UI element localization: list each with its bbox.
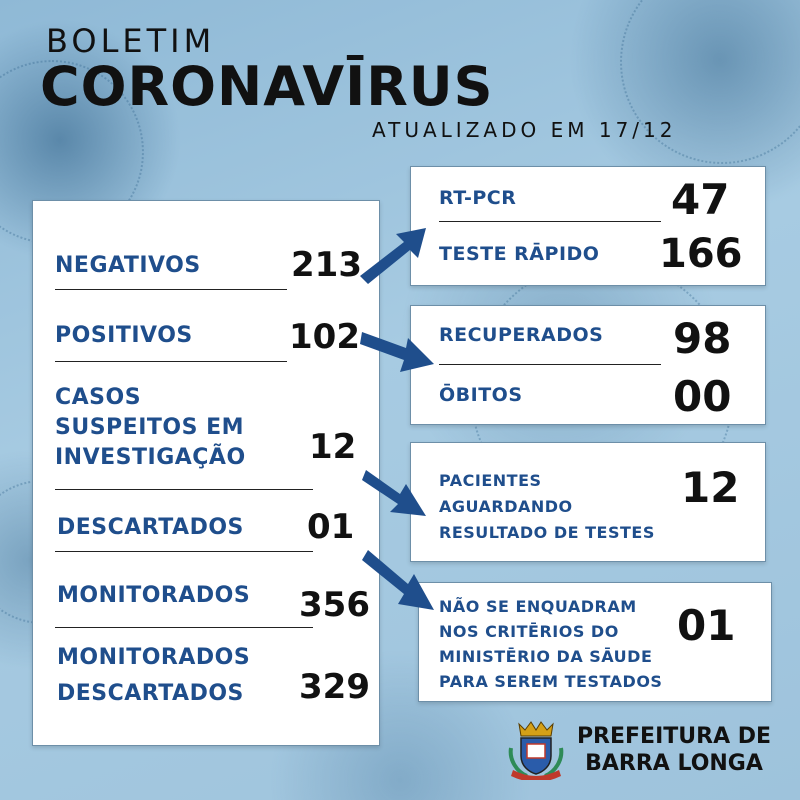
recuperados-label: RECUPERADOS [439,324,604,346]
monitorados-label: MONITORADOS [57,583,251,608]
not-eligible-card [418,582,772,702]
not-eligible-label-line1: NÃO SE ENQUADRAM [439,597,637,616]
prefeitura-line1: PREFEITURA DE [576,724,772,749]
suspeitos-label-line3: INVESTIGAÇÃO [55,445,246,470]
descartados-value: 01 [307,507,355,547]
divider [55,489,313,490]
positivos-value: 102 [289,317,360,357]
rt-pcr-value: 47 [671,175,730,224]
prefeitura-name [576,723,772,777]
negativos-value: 213 [291,245,362,285]
not-eligible-label-line2: NOS CRITĒRIOS DO [439,622,619,641]
awaiting-label-line1: PACIENTES [439,471,542,490]
awaiting-card [410,442,766,562]
obitos-value: 00 [673,372,732,421]
summary-card [32,200,380,746]
awaiting-label-line3: RESULTADO DE TESTES [439,523,655,542]
awaiting-label-line2: AGUARDANDO [439,497,573,516]
obitos-label: ŌBITOS [439,384,523,406]
arrow-icon [352,214,432,284]
awaiting-value: 12 [681,463,740,512]
suspeitos-label-line2: SUSPEITOS EM [55,415,245,440]
arrow-icon [358,320,438,380]
arrow-icon [358,544,438,614]
suspeitos-label-line1: CASOS [55,385,142,410]
monitorados-value: 356 [299,585,370,625]
header-title-small: BOLETIM [46,22,216,60]
descartados-label: DESCARTADOS [57,515,244,540]
coat-of-arms-icon [505,718,567,780]
monitorados-descartados-label-line1: MONITORADOS [57,645,251,670]
header-title: CORONAVĪRUS [40,55,494,118]
divider [55,289,287,290]
divider [439,221,661,222]
divider [55,551,313,552]
tests-card [410,166,766,286]
teste-rapido-value: 166 [659,231,743,277]
updated-date: ATUALIZADO EM 17/12 [372,118,677,142]
teste-rapido-label: TESTE RĀPIDO [439,243,600,265]
monitorados-descartados-value: 329 [299,667,370,707]
divider [55,627,313,628]
suspeitos-value: 12 [309,427,357,467]
monitorados-descartados-label-line2: DESCARTADOS [57,681,244,706]
arrow-icon [360,464,432,524]
positivos-label: POSITIVOS [55,323,193,348]
divider [55,361,287,362]
rt-pcr-label: RT-PCR [439,187,517,209]
divider [439,364,661,365]
not-eligible-label-line4: PARA SEREM TESTADOS [439,672,663,691]
recuperados-value: 98 [673,314,732,363]
prefeitura-line2: BARRA LONGA [585,751,763,776]
negativos-label: NEGATIVOS [55,253,201,278]
outcomes-card [410,305,766,425]
not-eligible-label-line3: MINISTĒRIO DA SĀUDE [439,647,653,666]
not-eligible-value: 01 [677,601,736,650]
